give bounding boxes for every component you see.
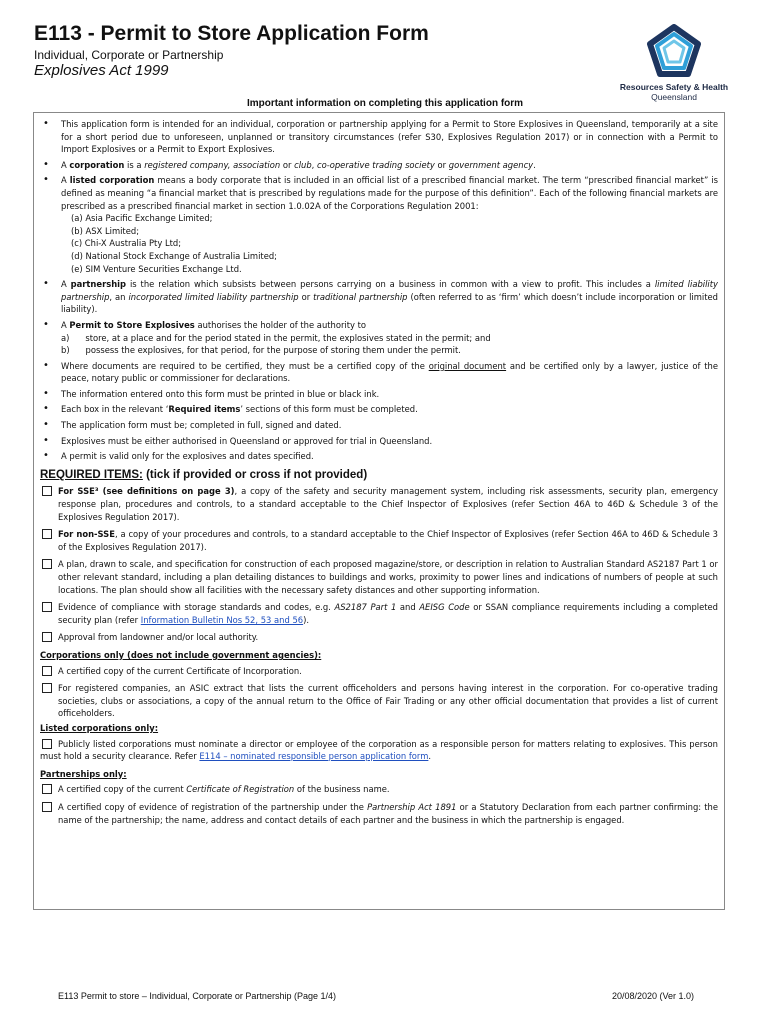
form-content-box <box>33 112 725 910</box>
info-item-complete: • The application form must be; completed in full, signed and dated. <box>40 419 718 432</box>
non-sse-checkbox[interactable] <box>42 529 52 539</box>
permit-sub-list <box>61 332 718 357</box>
required-item-partnership-evidence: A certified copy of evidence of registration of the partnership under the Partnership Act 1891 or a Statutory Declaration from each partner confirming: the name of the partnership; the name, address and contact details of each partner and the business in which the partnership is engaged. <box>40 801 718 826</box>
nominee-checkbox[interactable] <box>42 739 52 749</box>
partnership-evidence-checkbox[interactable] <box>42 802 52 812</box>
info-item-certified: • Where documents are required to be certified, they must be a certified copy of the original document and be certified only by a lawyer, justice of the peace, notary public or commissioner for declarations. <box>40 360 718 385</box>
required-items-heading: REQUIRED ITEMS: (tick if provided or cross if not provided) <box>40 468 368 481</box>
required-item-sse: For SSE³ (see definitions on page 3), a copy of the safety and security management system, including risk assessments, security plan, emergency response plan, procedures and controls, to a standard acceptable to the Chief Inspector of Explosives (refer Section 46A to 46D & Schedule 3 of the Explosives Regulation 2017). <box>40 485 718 523</box>
market-item: (c) Chi-X Australia Pty Ltd; <box>71 238 182 249</box>
information-bulletin-link[interactable]: Information Bulletin Nos 52, 53 and 56 <box>140 614 304 625</box>
info-item-corporation: • A corporation is a registered company, association or club, co-operative trading society or government agency. <box>40 159 718 172</box>
market-item: (b) ASX Limited; <box>71 225 140 236</box>
required-item-plan: A plan, drawn to scale, and specification for construction of each proposed magazine/store, or description in relation to Australian Standard AS2187 Part 1 or other relevant standard, including a plan detailing distances to buildings and works, proximity to power lines and indications of numbers of people at such locations. The plan should show all facilities with the necessary safety distances and other supporting information. <box>40 558 718 596</box>
logo <box>618 24 730 102</box>
info-item-validity: • A permit is valid only for the explosives and dates specified. <box>40 450 718 463</box>
sse-checkbox[interactable] <box>42 486 52 496</box>
info-list <box>40 118 718 463</box>
permit-sub-item: b) possess the explosives, for that period, for the purpose of storing them under the permit. <box>61 345 461 356</box>
info-heading: Important information on completing this application form <box>246 98 524 109</box>
info-item-authorised: • Explosives must be either authorised in Queensland or approved for trial in Queensland. <box>40 435 718 448</box>
market-list <box>61 212 718 275</box>
info-text: This application form is intended for an individual, corporation or partnership applying for a Permit to Store Explosives in Queensland, temporarily at a site for a short period due to unforeseen, unplanned or transitory circumstances (refer S30, Explosives Regulation 2017) or in connection with a Permit to Import Explosives or a Permit to Export Explosives. <box>61 119 718 155</box>
logo-text-main: Resources Safety & Health <box>619 82 729 92</box>
landowner-checkbox[interactable] <box>42 632 52 642</box>
corporations-heading: Corporations only (does not include government agencies): <box>40 649 322 660</box>
info-item-ink: • The information entered onto this form must be printed in blue or black ink. <box>40 388 718 401</box>
market-item: (d) National Stock Exchange of Australia Limited; <box>71 250 277 261</box>
footer-date-version: 20/08/2020 (Ver 1.0) <box>612 991 695 1001</box>
info-item-listed-corporation: • A listed corporation means a body corporate that is included in an official list of a prescribed financial market. The term “prescribed financial market” is defined as meaning “a financial market that is prescribed by regulations made for the purpose of this definition”. Each of the following financial markets are prescribed as a prescribed financial market in section 1.0.02A of the Corporations Regulation 2001: (a) Asia Pacific Exchange Limited; (b) ASX Limited; (c) Chi-X Australia Pty Ltd; (d) National Stock Exchange of Australia Limited; (e) SIM Venture Securities Exchange Ltd. <box>40 174 718 275</box>
asic-checkbox[interactable] <box>42 683 52 693</box>
info-item-partnership: • A partnership is the relation which subsists between persons carrying on a business in common with a view to profit. This includes a limited liability partnership, an incorporated limited liability partnership or traditional partnership (often referred to as ‘firm’ which doesn’t include incorporation or limited liability). <box>40 278 718 316</box>
incorporation-checkbox[interactable] <box>42 666 52 676</box>
rsh-logo-icon <box>645 24 703 80</box>
listed-corporations-heading: Listed corporations only: <box>40 722 159 733</box>
required-item-incorporation: A certified copy of the current Certificate of Incorporation. <box>40 665 718 678</box>
market-item: (e) SIM Venture Securities Exchange Ltd. <box>71 263 242 274</box>
info-item-boxes: • Each box in the relevant ‘Required items’ sections of this form must be completed. <box>40 403 718 416</box>
act-name: Explosives Act 1999 <box>34 62 169 79</box>
info-item-scope <box>40 118 718 156</box>
logo-text-sub: Queensland <box>651 92 697 102</box>
plan-checkbox[interactable] <box>42 559 52 569</box>
required-item-landowner: Approval from landowner and/or local authority. <box>40 631 718 644</box>
required-item-nominee: Publicly listed corporations must nominate a director or employee of the corporation as a responsible person for matters relating to explosives. This person must hold a security clearance. Refer E114 – nominated responsible person application form. <box>40 738 718 762</box>
footer-page-label: E113 Permit to store – Individual, Corporate or Partnership (Page 1/4) <box>58 991 336 1001</box>
required-item-asic: For registered companies, an ASIC extract that lists the current officeholders and persons having interest in the corporation. For co-operative trading societies, clubs or associations, a copy of the annual return to the Office of Fair Trading or any other official documentation that provides a list of current officeholders. <box>40 682 718 720</box>
required-item-registration: A certified copy of the current Certificate of Registration of the business name. <box>40 783 718 796</box>
form-subtitle: Individual, Corporate or Partnership <box>34 48 224 62</box>
compliance-checkbox[interactable] <box>42 602 52 612</box>
required-item-compliance: Evidence of compliance with storage standards and codes, e.g. AS2187 Part 1 and AEISG Code or SSAN compliance requirements including a completed security plan (refer Information Bulletin Nos 52, 53 and 56). <box>40 601 718 626</box>
page-title: E113 - Permit to Store Application Form <box>34 22 429 45</box>
market-item: (a) Asia Pacific Exchange Limited; <box>71 213 213 224</box>
partnerships-heading: Partnerships only: <box>40 768 127 779</box>
permit-sub-item: a) store, at a place and for the period stated in the permit, the explosives stated in the permit; and <box>61 332 491 343</box>
e114-form-link[interactable]: E114 – nominated responsible person application form <box>199 751 429 762</box>
info-item-permit: • A Permit to Store Explosives authorises the holder of the authority to a) store, at a place and for the period stated in the permit, the explosives stated in the permit; and b) possess the explosives, for that period, for the purpose of storing them under the permit. <box>40 319 718 357</box>
registration-checkbox[interactable] <box>42 784 52 794</box>
required-item-non-sse: For non-SSE, a copy of your procedures and controls, to a standard acceptable to the Chief Inspector of Explosives (refer Section 46A to 46D & Schedule 3 of the Explosives Regulation 2017). <box>40 528 718 553</box>
